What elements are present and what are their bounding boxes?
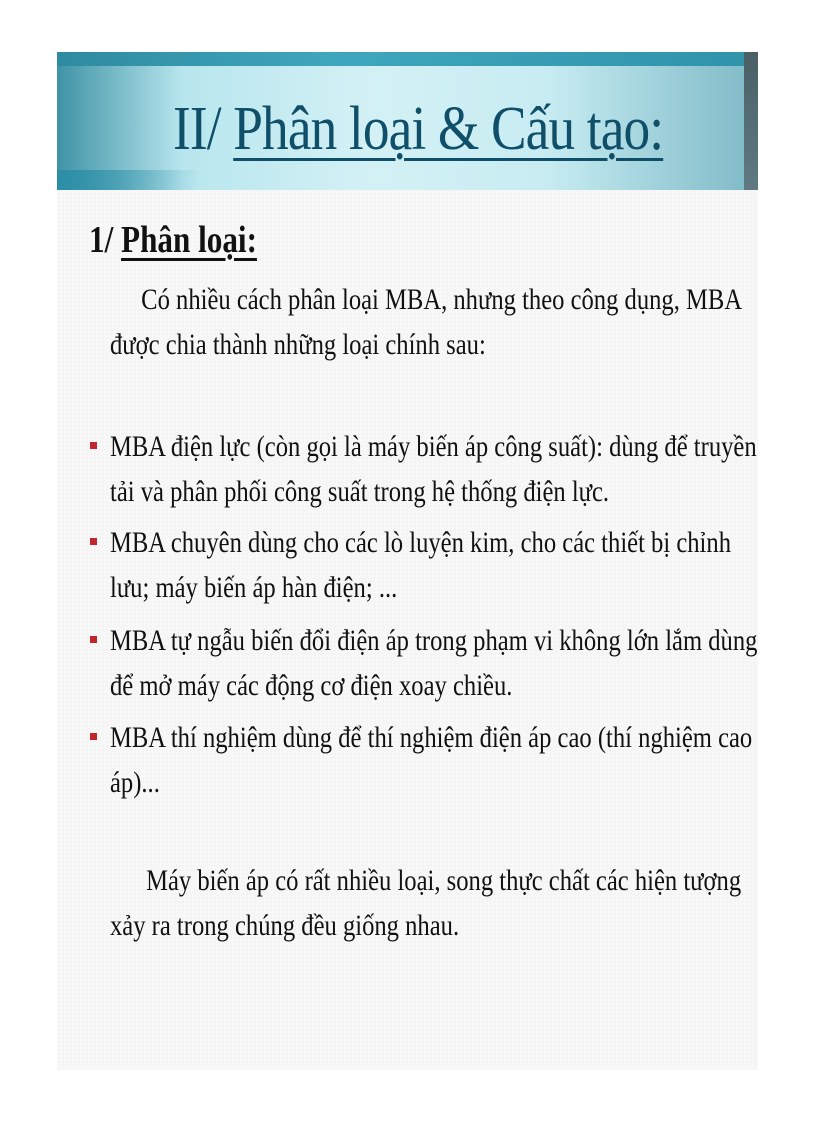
- closing-line-2: xảy ra trong chúng đều giống nhau.: [110, 909, 460, 942]
- list-item-line-2: để mở máy các động cơ điện xoay chiều.: [110, 669, 513, 702]
- section-label: Phân loại:: [121, 219, 257, 261]
- intro-paragraph: [110, 277, 742, 367]
- list-item-line-1: MBA chuyên dùng cho các lò luyện kim, cho các thiết bị chỉnh: [110, 526, 731, 559]
- slide-title-prefix: II/: [173, 95, 234, 163]
- section-number: 1/: [89, 219, 122, 261]
- list-item: [110, 715, 752, 805]
- bullet-square-icon: [90, 442, 97, 449]
- closing-paragraph: [110, 858, 741, 948]
- list-item-line-1: MBA thí nghiệm dùng để thí nghiệm điện áp cao (thí nghiệm cao: [110, 721, 753, 754]
- section-heading: [89, 218, 257, 262]
- bullet-square-icon: [90, 733, 97, 740]
- intro-line-2: được chia thành những loại chính sau:: [110, 328, 486, 361]
- list-item: [110, 424, 757, 514]
- slide-title-text: Phân loại & Cấu tạo:: [233, 95, 664, 163]
- title-band: [57, 52, 758, 190]
- list-item-line-2: tải và phân phối công suất trong hệ thống điện lực.: [110, 475, 610, 508]
- title-band-accent: [57, 170, 197, 190]
- list-item: [110, 618, 757, 708]
- bullet-square-icon: [90, 636, 97, 643]
- list-item-line-1: MBA điện lực (còn gọi là máy biến áp công suất): dùng để truyền: [110, 430, 757, 463]
- slide: [57, 52, 758, 1070]
- list-item-line-2: áp)...: [110, 766, 160, 799]
- bullet-square-icon: [90, 538, 97, 545]
- list-item-line-2: lưu; máy biến áp hàn điện; ...: [110, 571, 398, 604]
- list-item-line-1: MBA tự ngẫu biến đổi điện áp trong phạm vi không lớn lắm dùng: [110, 624, 758, 657]
- closing-line-1: Máy biến áp có rất nhiều loại, song thực chất các hiện tượng: [146, 864, 742, 897]
- slide-title: [173, 94, 663, 165]
- intro-line-1: Có nhiều cách phân loại MBA, nhưng theo công dụng, MBA: [141, 283, 743, 316]
- list-item: [110, 520, 731, 610]
